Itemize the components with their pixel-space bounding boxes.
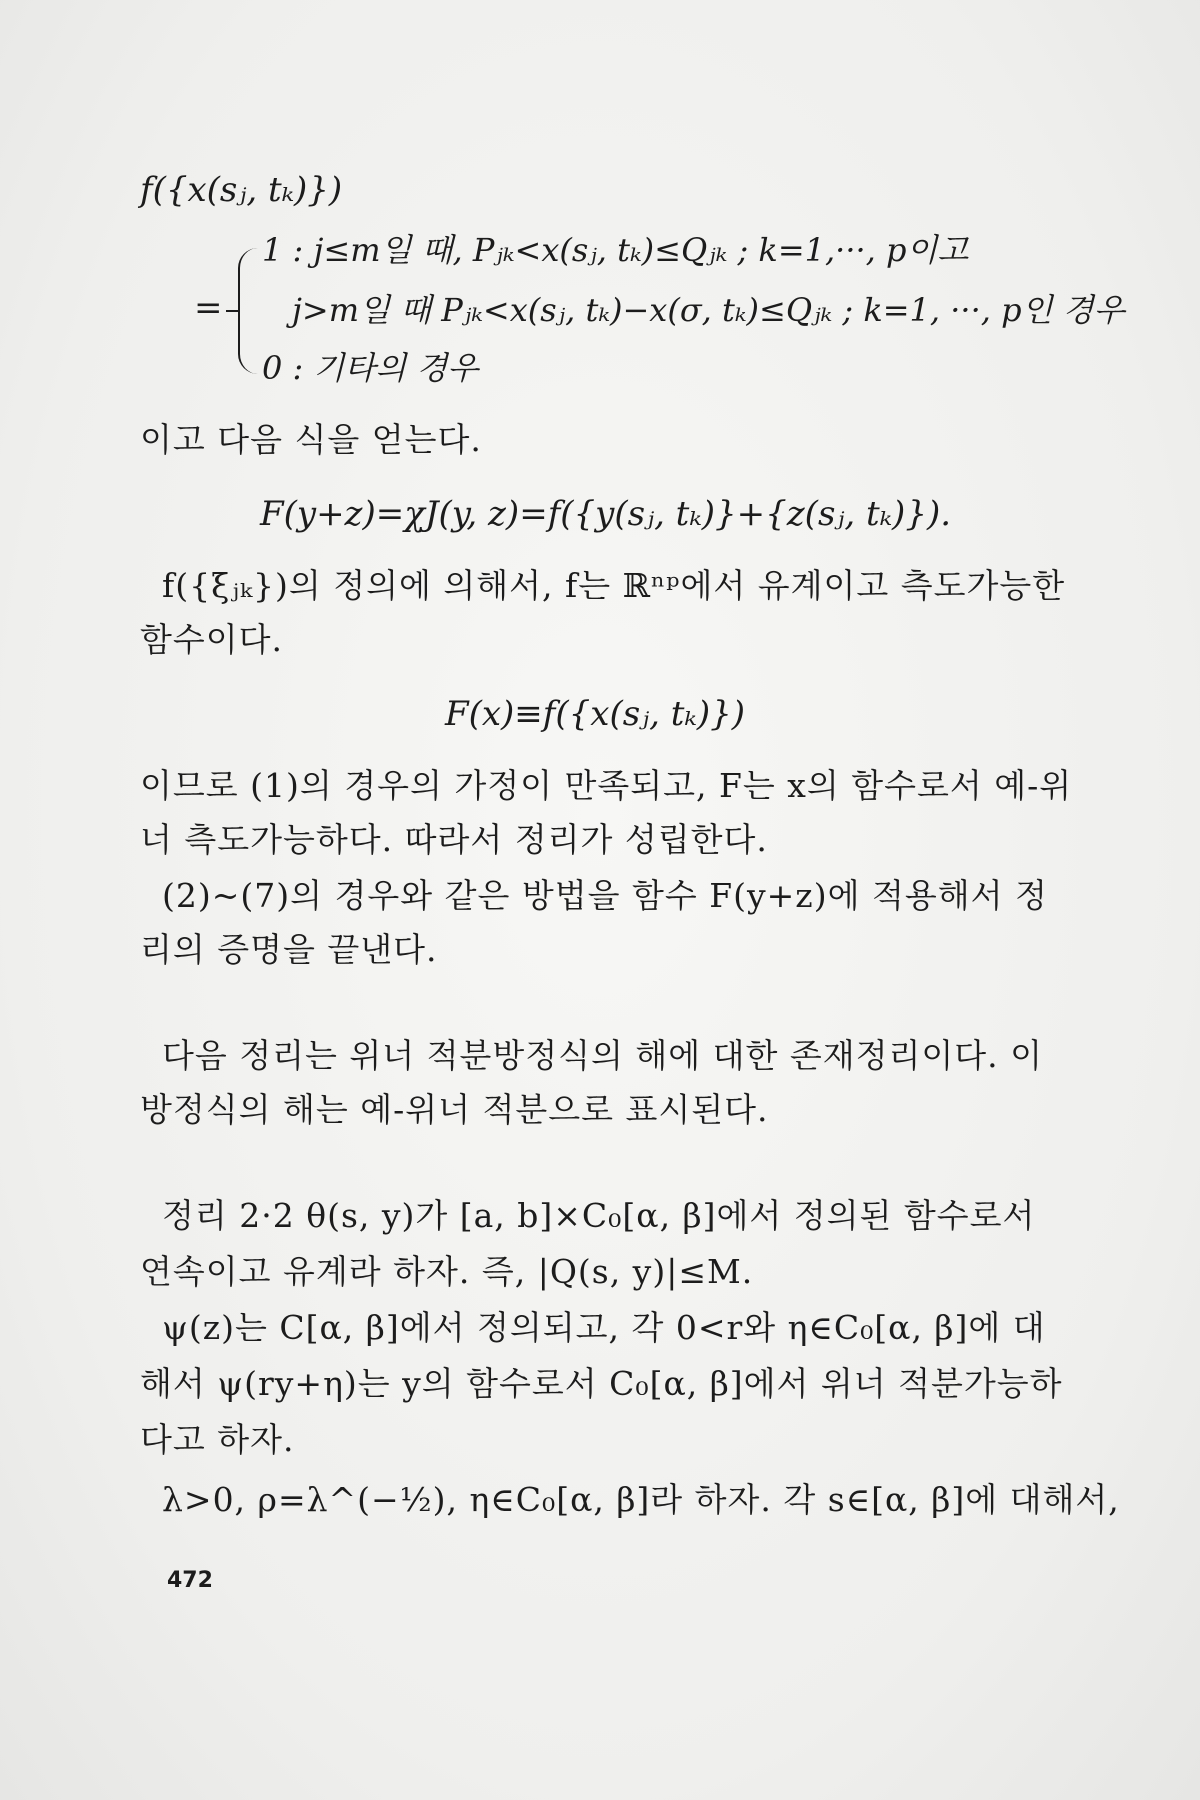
theorem-line1: 정리 2·2 θ(s, y)가 [a, b]×C₀[α, β]에서 정의된 함수로서: [162, 1196, 1036, 1235]
theorem-line4: 해서 ψ(ry+η)는 y의 함수로서 C₀[α, β]에서 위너 적분가능하: [140, 1364, 1063, 1403]
para4-line2: 방정식의 해는 예-위너 적분으로 표시된다.: [140, 1090, 769, 1129]
para2-line2: 너 측도가능하다. 따라서 정리가 성립한다.: [140, 820, 768, 859]
equation-F: F(y+z)=χJ(y, z)=f({y(sⱼ, tₖ)}+{z(sⱼ, tₖ)}).: [260, 494, 952, 534]
para3-line2: 리의 증명을 끝낸다.: [140, 930, 438, 969]
theorem-line6: λ>0, ρ=λ^(−½), η∈C₀[α, β]라 하자. 각 s∈[α, β]에 대해서,: [162, 1480, 1120, 1519]
para3-line1: (2)~(7)의 경우와 같은 방법을 함수 F(y+z)에 적용해서 정: [162, 876, 1048, 915]
para1-line1: f({ξⱼₖ})의 정의에 의해서, f는 ℝⁿᵖ에서 유계이고 측도가능한: [162, 566, 1066, 605]
text-line-1: 이고 다음 식을 얻는다.: [140, 420, 482, 459]
theorem-line5: 다고 하자.: [140, 1420, 295, 1459]
para4-line1: 다음 정리는 위너 적분방정식의 해에 대한 존재정리이다. 이: [162, 1036, 1043, 1075]
para2-line1: 이므로 (1)의 경우의 가정이 만족되고, F는 x의 함수로서 예-위: [140, 766, 1073, 805]
case-2: j>m일 때 Pⱼₖ<x(sⱼ, tₖ)−x(σ, tₖ)≤Qⱼₖ ; k=1, ···, p인 경우: [292, 291, 1125, 329]
formula-header: f({x(sⱼ, tₖ)}): [140, 170, 343, 210]
theorem-line3: ψ(z)는 C[α, β]에서 정의되고, 각 0<r와 η∈C₀[α, β]에 대: [162, 1308, 1046, 1347]
equation-Fx: F(x)≡f({x(sⱼ, tₖ)}): [445, 694, 745, 734]
theorem-line2: 연속이고 유계라 하자. 즉, |Q(s, y)|≤M.: [140, 1252, 754, 1291]
cases-brace: [238, 248, 264, 374]
page-number: 472: [167, 1568, 213, 1593]
cases-equals: =: [194, 288, 223, 328]
cases-brace-tip: [226, 310, 240, 312]
para1-line2: 함수이다.: [140, 620, 284, 659]
case-1: 1 : j≤m일 때, Pⱼₖ<x(sⱼ, tₖ)≤Qⱼₖ ; k=1,···, p이고: [262, 231, 969, 269]
case-3: 0 : 기타의 경우: [262, 349, 479, 387]
